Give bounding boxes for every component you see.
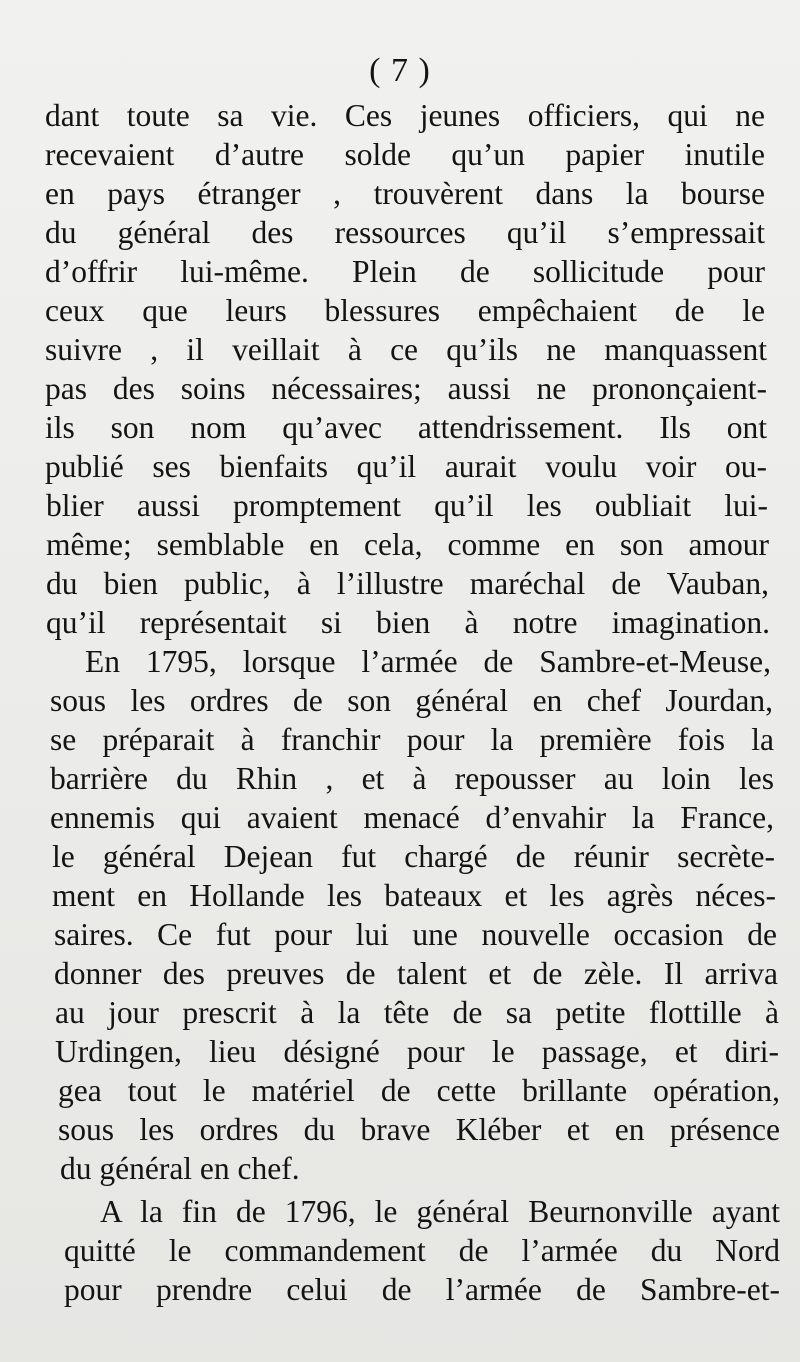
text-line: pour prendre celui de l’armée de Sambre-et- xyxy=(64,1272,780,1307)
text-line: ennemis qui avaient menacé d’envahir la France, xyxy=(50,800,774,835)
text-line: A la fin de 1796, le général Beurnonville ayant xyxy=(100,1194,780,1229)
text-line: barrière du Rhin , et à repousser au loin les xyxy=(50,761,774,796)
text-line: du général en chef. xyxy=(60,1151,300,1186)
text-line: même; semblable en cela, comme en son amour xyxy=(46,527,769,562)
text-line: ceux que leurs blessures empêchaient de le xyxy=(45,293,765,328)
text-line: recevaient d’autre solde qu’un papier inutile xyxy=(45,137,765,172)
text-line: du général des ressources qu’il s’empressait xyxy=(45,215,765,250)
text-line: publié ses bienfaits qu’il aurait voulu voir ou- xyxy=(45,449,767,484)
text-line: blier aussi promptement qu’il les oubliait lui- xyxy=(46,488,768,523)
text-line: du bien public, à l’illustre maréchal de Vauban, xyxy=(46,566,769,601)
text-line: saires. Ce fut pour lui une nouvelle occasion de xyxy=(54,917,777,952)
text-line: ils son nom qu’avec attendrissement. Ils ont xyxy=(45,410,767,445)
text-line: gea tout le matériel de cette brillante opération, xyxy=(58,1073,780,1108)
text-line: sous les ordres du brave Kléber et en présence xyxy=(58,1112,780,1147)
text-line: ment en Hollande les bateaux et les agrès néces- xyxy=(52,878,776,913)
text-line: suivre , il veillait à ce qu’ils ne manquassent xyxy=(45,332,767,367)
text-line: d’offrir lui-même. Plein de sollicitude pour xyxy=(45,254,765,289)
text-line: se préparait à franchir pour la première fois la xyxy=(50,722,774,757)
text-line: qu’il représentait si bien à notre imagination. xyxy=(46,605,770,640)
text-line: quitté le commandement de l’armée du Nord xyxy=(64,1233,780,1268)
text-line: dant toute sa vie. Ces jeunes officiers, qui ne xyxy=(45,98,765,133)
text-line: En 1795, lorsque l’armée de Sambre-et-Meuse, xyxy=(85,644,771,679)
text-line: pas des soins nécessaires; aussi ne prononçaient- xyxy=(45,371,767,406)
text-line: en pays étranger , trouvèrent dans la bourse xyxy=(45,176,765,211)
text-line: sous les ordres de son général en chef Jourdan, xyxy=(50,683,773,718)
text-line: donner des preuves de talent et de zèle. Il arriva xyxy=(54,956,778,991)
text-line: Urdingen, lieu désigné pour le passage, et diri- xyxy=(55,1034,779,1069)
text-line: au jour prescrit à la tête de sa petite flottille à xyxy=(55,995,779,1030)
page-number: ( 7 ) xyxy=(369,52,431,89)
text-line: le général Dejean fut chargé de réunir secrète- xyxy=(52,839,775,874)
